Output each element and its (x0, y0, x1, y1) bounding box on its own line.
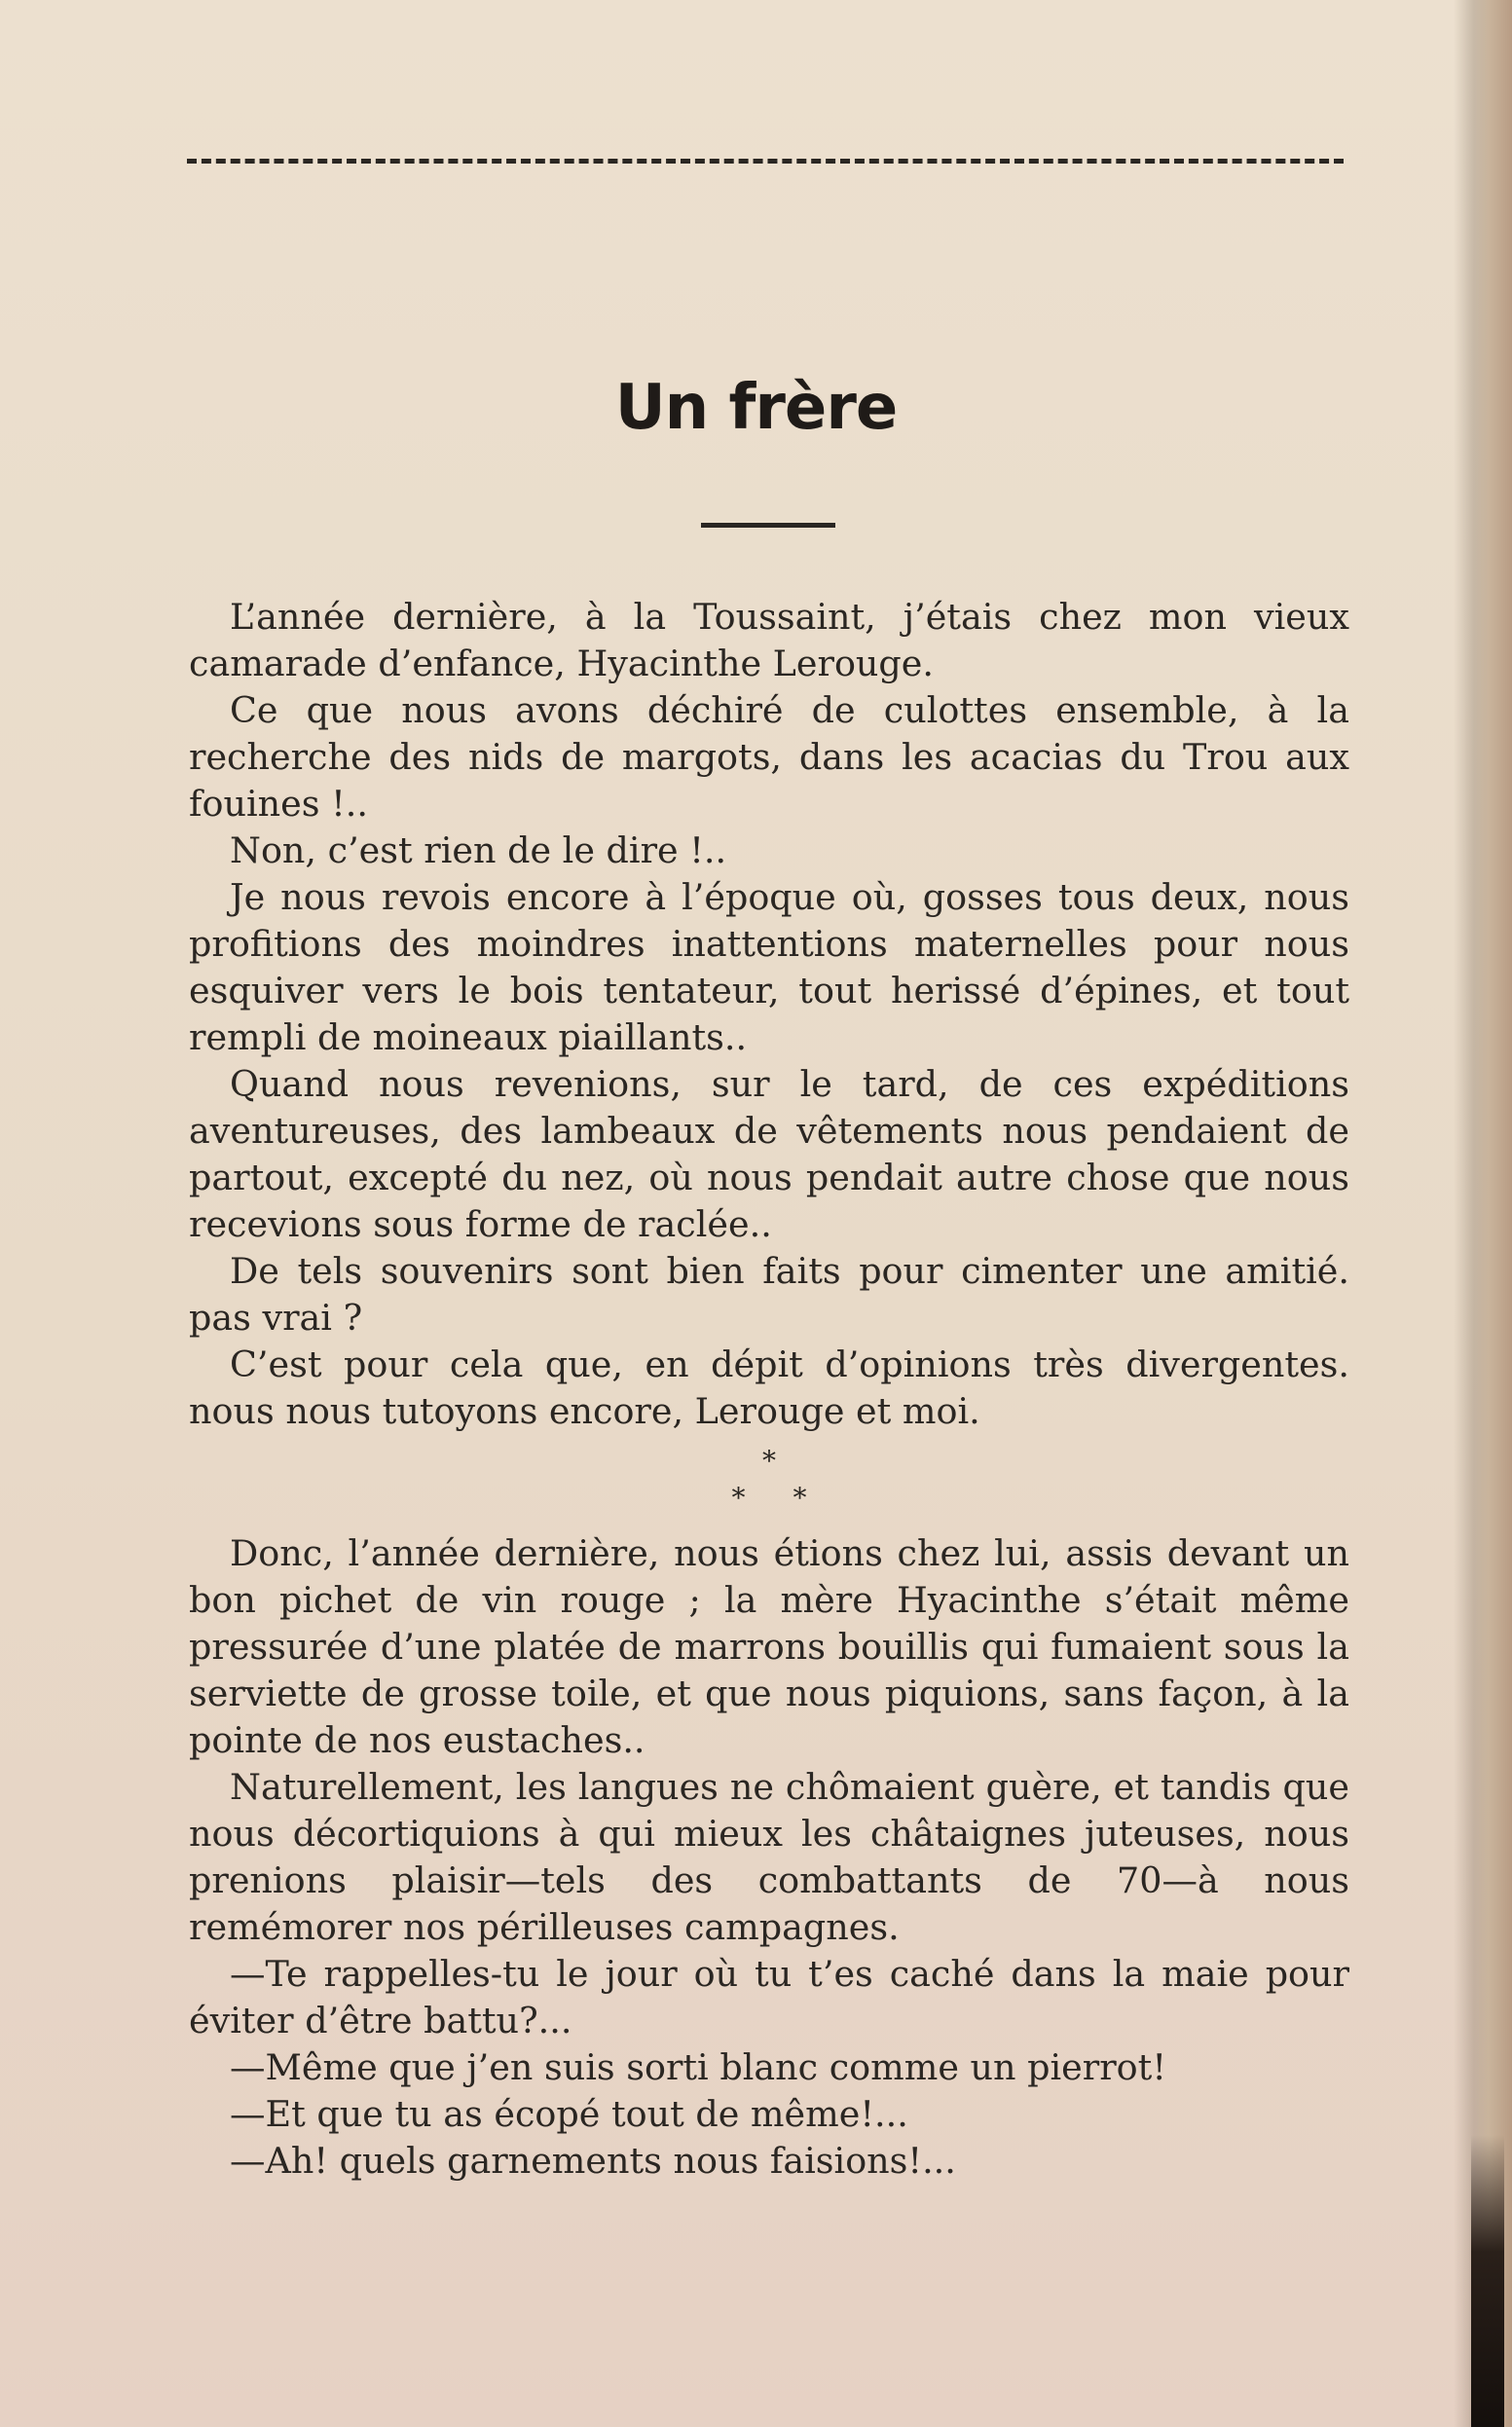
paragraph: De tels souvenirs sont bien faits pour cimenter une amitié. pas vrai ? (189, 1250, 1349, 1339)
paragraph: Non, c’est rien de le dire !.. (230, 829, 727, 871)
dialogue-line: —Même que j’en suis sorti blanc comme un pierrot! (230, 2046, 1166, 2088)
separator-star-top: * (762, 1445, 776, 1477)
article-body (189, 594, 1349, 2185)
separator-star-pair: * * (731, 1482, 807, 1514)
dialogue-line: —Et que tu as écopé tout de même!... (230, 2093, 908, 2135)
paragraph: L’année dernière, à la Toussaint, j’étais chez mon vieux camarade d’enfance, Hyacinthe Lerouge. (189, 596, 1349, 684)
paragraph: Naturellement, les langues ne chômaient guère, et tandis que nous décortiquions à qui mieux les châtaignes juteuses, nous prenions plaisir—tels des combattants de 70—à nous remémorer nos périlleuses campagnes. (189, 1766, 1349, 1948)
page-edge-shadow (1454, 0, 1512, 2427)
title-rule (701, 523, 835, 528)
paragraph: Ce que nous avons déchiré de culottes ensemble, à la recherche des nids de margots, dans les acacias du Trou aux fouines !.. (189, 689, 1349, 825)
paragraph: Quand nous revenions, sur le tard, de ces expéditions aventureuses, des lambeaux de vêtements nous pendaient de partout, excepté du nez, où nous pendait autre chose que nous recevions sous forme de raclée.. (189, 1063, 1349, 1245)
paragraph: Donc, l’année dernière, nous étions chez lui, assis devant un bon pichet de vin rouge ; la mère Hyacinthe s’était même pressurée d’une platée de marrons bouillis qui fumaient sous la serviette de grosse toile, et que nous piquions, sans façon, à la pointe de nos eustaches.. (189, 1532, 1349, 1761)
dialogue-line: —Ah! quels garnements nous faisions!... (230, 2140, 956, 2182)
section-separator (189, 1443, 1349, 1517)
paragraph: C’est pour cela que, en dépit d’opinions très divergentes. nous nous tutoyons encore, Lerouge et moi. (189, 1343, 1349, 1432)
page-edge-dark (1471, 2135, 1504, 2427)
paragraph: Je nous revois encore à l’époque où, gosses tous deux, nous profitions des moindres inattentions maternelles pour nous esquiver vers le bois tentateur, tout herissé d’épines, et tout rempli de moineaux piaillants.. (189, 876, 1349, 1058)
page-title: Un frère (614, 372, 898, 444)
header-rule (187, 159, 1344, 164)
dialogue-line: —Te rappelles-tu le jour où tu t’es caché dans la maie pour éviter d’être battu?... (189, 1953, 1349, 2041)
